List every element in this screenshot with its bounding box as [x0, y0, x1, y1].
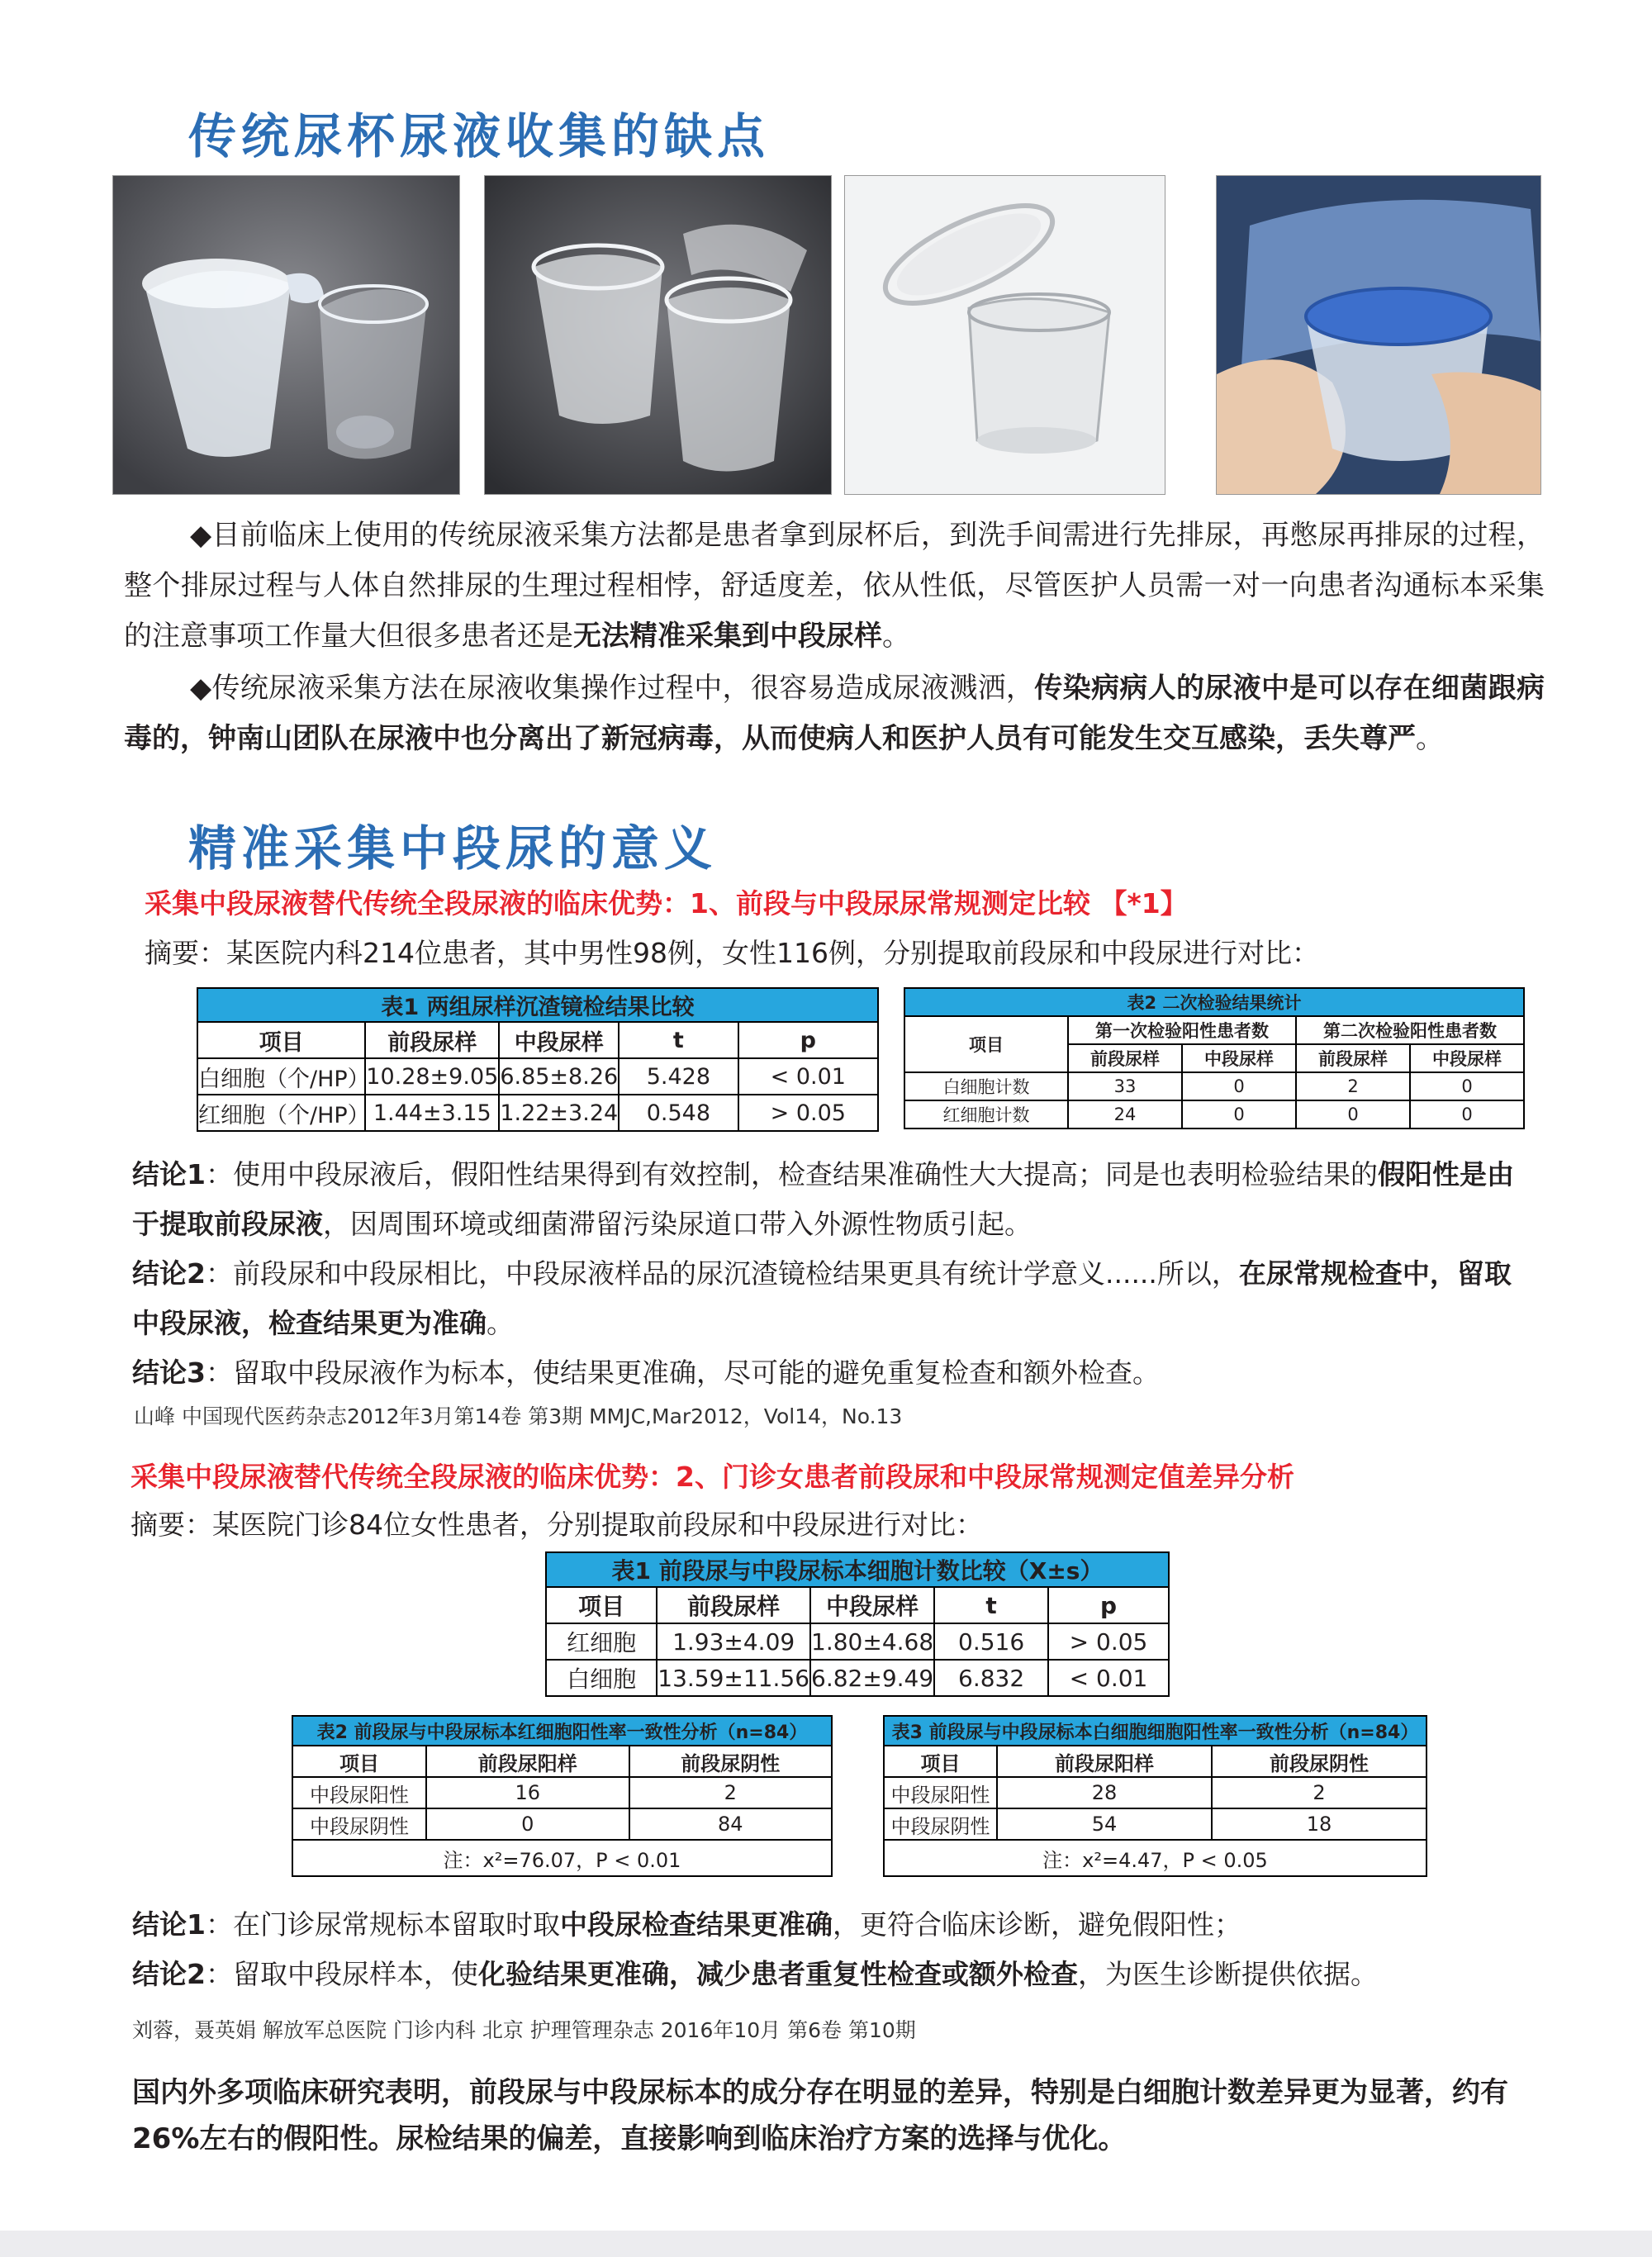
para2-text-b: 。: [1416, 722, 1444, 755]
table-cell: 白细胞: [546, 1660, 657, 1696]
study1-table1-caption: 表1 两组尿样沉渣镜检结果比较: [197, 988, 878, 1022]
table-note: 注：x²=4.47，P < 0.05: [884, 1840, 1427, 1876]
table-cell: 白细胞计数: [904, 1072, 1068, 1100]
page-bottom-band: [0, 2231, 1652, 2257]
table-cell: 红细胞: [546, 1623, 657, 1660]
table-header-cell: 项目: [884, 1746, 997, 1777]
study1-abstract: 摘要：某医院内科214位患者，其中男性98例，女性116例，分别提取前段尿和中段尿进行对比：: [145, 937, 1319, 969]
para2-text-a: ◆传统尿液采集方法在尿液收集操作过程中，很容易造成尿液溅洒，: [190, 672, 1035, 705]
table-cell: 2: [629, 1777, 833, 1808]
table-cell: 2: [1212, 1777, 1427, 1808]
study1-conclusions: [132, 1150, 1536, 1398]
table-cell: 红细胞计数: [904, 1100, 1068, 1128]
blue-screwcap-cup-illustration: [1217, 176, 1540, 494]
table-cell: 10.28±9.05: [365, 1058, 499, 1095]
table-header-cell: 前段尿阳样: [997, 1746, 1212, 1777]
table-row: [292, 1777, 832, 1808]
table-cell: 中段尿阴性: [884, 1808, 997, 1840]
table-row: [197, 1095, 878, 1131]
table-cell: 6.85±8.26: [499, 1058, 619, 1095]
study2-conclusion-1: 结论1：在门诊尿常规标本留取时取中段尿检查结果更准确，更符合临床诊断，避免假阳性；: [132, 1908, 1241, 1941]
table-cell: 24: [1068, 1100, 1182, 1128]
table-cell: 13.59±11.56: [657, 1660, 810, 1696]
table-cell: 0: [1182, 1072, 1296, 1100]
study2-table2: [292, 1715, 833, 1877]
table-row: [546, 1660, 1169, 1696]
study2-table2-caption: 表2 前段尿与中段尿标本红细胞阳性率一致性分析（n=84）: [292, 1716, 832, 1746]
study2-table3: [883, 1715, 1427, 1877]
study1-heading: 采集中段尿液替代传统全段尿液的临床优势：1、前段与中段尿尿常规测定比较 【*1】: [145, 887, 1188, 919]
study1-citation: 山峰 中国现代医药杂志2012年3月第14卷 第3期 MMJC,Mar2012，Vol14，No.13: [134, 1404, 903, 1428]
study2-conclusion-2: 结论2：留取中段尿样本，使化验结果更准确，减少患者重复性检查或额外检查，为医生诊断提供依据。: [132, 1958, 1378, 1990]
table-cell: 中段尿阳性: [884, 1777, 997, 1808]
study2-heading: 采集中段尿液替代传统全段尿液的临床优势：2、门诊女患者前段尿和中段尿常规测定值差异分析: [131, 1461, 1294, 1493]
table-cell: 6.82±9.49: [810, 1660, 934, 1696]
table-row: [197, 1058, 878, 1095]
table-header-cell: 前段尿样: [365, 1022, 499, 1058]
table-header-cell: 第一次检验阳性患者数: [1068, 1016, 1296, 1044]
section1-paragraph-1: [124, 511, 1545, 662]
table-cell: 0: [1410, 1100, 1524, 1128]
section1-paragraph-2: [124, 663, 1545, 764]
cup-spout-illustration: [113, 176, 459, 494]
table-row: [884, 1777, 1427, 1808]
table-cell: 白细胞（个/HP）: [197, 1058, 365, 1095]
study2-conclusions: [132, 1900, 1536, 1999]
study2-table3-caption: 表3 前段尿与中段尿标本白细胞细胞阳性率一致性分析（n=84）: [884, 1716, 1427, 1746]
table-row: [546, 1623, 1169, 1660]
flip-lid-cup-illustration: [845, 176, 1165, 494]
table-header-cell: p: [1048, 1587, 1169, 1623]
table-cell: < 0.01: [1048, 1660, 1169, 1696]
table-header-cell: 前段尿样: [1296, 1044, 1410, 1072]
table-cell: 1.44±3.15: [365, 1095, 499, 1131]
table-header-cell: 项目: [292, 1746, 426, 1777]
table-header-cell: 项目: [197, 1022, 365, 1058]
table-cell: 0.548: [619, 1095, 738, 1131]
table-header-cell: 前段尿阴性: [1212, 1746, 1427, 1777]
table-cell: 1.80±4.68: [810, 1623, 934, 1660]
table-cell: 1.93±4.09: [657, 1623, 810, 1660]
table-cell: < 0.01: [738, 1058, 878, 1095]
table-cell: 16: [426, 1777, 629, 1808]
para1-emphasis: 无法精准采集到中段尿样: [573, 620, 882, 653]
table-cell: 33: [1068, 1072, 1182, 1100]
study2-citation: 刘蓉，聂英娟 解放军总医院 门诊内科 北京 护理管理杂志 2016年10月 第6卷 第10期: [132, 2018, 916, 2042]
table-cell: 6.832: [934, 1660, 1048, 1696]
table-header-cell: t: [619, 1022, 738, 1058]
study1-table1: [197, 987, 879, 1132]
table-cell: 中段尿阴性: [292, 1808, 426, 1840]
study2-table1-caption: 表1 前段尿与中段尿标本细胞计数比较（X±s）: [546, 1552, 1169, 1587]
table-cell: > 0.05: [1048, 1623, 1169, 1660]
para1-text-a: ◆目前临床上使用的传统尿液采集方法都是患者拿到尿杯后，到洗手间需进行先排尿，再憋尿再排尿的过程，整个排尿过程与人体自然排尿的生理过程相悖，舒适度差，依从性低，尽管医护人员需一对一向患者沟通标本采集的注意事项工作量大但很多患者还是: [124, 519, 1545, 653]
para2-emphasis: 传染病病人的尿液中是可以存在细菌跟病毒的，钟南山团队在尿液中也分离出了新冠病毒，从而使病人和医护人员有可能发生交互感染，丢失尊严: [124, 672, 1545, 755]
table-header-cell: 前段尿样: [657, 1587, 810, 1623]
photo-blue-screwcap-cup: [1216, 175, 1541, 495]
table-row: [904, 1100, 1524, 1128]
table-cell: 54: [997, 1808, 1212, 1840]
table-cell: 84: [629, 1808, 833, 1840]
table-cell: 18: [1212, 1808, 1427, 1840]
section2-title: 精准采集中段尿的意义: [188, 820, 718, 877]
photo-disposable-cups: [484, 175, 832, 495]
table-cell: 中段尿阳性: [292, 1777, 426, 1808]
table-cell: 5.428: [619, 1058, 738, 1095]
table-header-cell: 中段尿样: [499, 1022, 619, 1058]
photo-urine-cup-spout: [112, 175, 460, 495]
table-header-cell: 前段尿样: [1068, 1044, 1182, 1072]
table-cell: 28: [997, 1777, 1212, 1808]
table-note: 注：x²=76.07，P < 0.01: [292, 1840, 832, 1876]
para1-text-b: 。: [882, 620, 910, 653]
section1-title: 传统尿杯尿液收集的缺点: [188, 108, 771, 164]
table-cell: 0: [1296, 1100, 1410, 1128]
table-cell: 0: [1410, 1072, 1524, 1100]
table-header-cell: 中段尿样: [1182, 1044, 1296, 1072]
study1-conclusion-1: 结论1：使用中段尿液后，假阳性结果得到有效控制，检查结果准确性大大提高；同是也表明检验结果的假阳性是由于提取前段尿液，因周围环境或细菌滞留污染尿道口带入外源性物质引起。: [132, 1158, 1514, 1240]
study2-table1: [545, 1551, 1170, 1697]
table-cell: 红细胞（个/HP）: [197, 1095, 365, 1131]
summary-statement: 国内外多项临床研究表明，前段尿与中段尿标本的成分存在明显的差异，特别是白细胞计数差异更为显著，约有26%左右的假阳性。尿检结果的偏差，直接影响到临床治疗方案的选择与优化。: [132, 2076, 1508, 2155]
table-header-cell: 项目: [546, 1587, 657, 1623]
table-header-cell: p: [738, 1022, 878, 1058]
study2-abstract: 摘要：某医院门诊84位女性患者，分别提取前段尿和中段尿进行对比：: [131, 1509, 983, 1541]
table-cell: 1.22±3.24: [499, 1095, 619, 1131]
table-cell: > 0.05: [738, 1095, 878, 1131]
table-header-cell: 前段尿阴性: [629, 1746, 833, 1777]
table-header-cell: 第二次检验阳性患者数: [1296, 1016, 1524, 1044]
table-row: [884, 1808, 1427, 1840]
study1-table2-caption: 表2 二次检验结果统计: [904, 988, 1524, 1016]
table-row: [904, 1072, 1524, 1100]
table-header-cell: 项目: [904, 1016, 1068, 1072]
table-cell: 0: [426, 1808, 629, 1840]
table-header-cell: 中段尿样: [1410, 1044, 1524, 1072]
study1-conclusion-3: 结论3：留取中段尿液作为标本，使结果更准确，尽可能的避免重复检查和额外检查。: [132, 1357, 1160, 1389]
table-row: [292, 1808, 832, 1840]
disposable-cups-illustration: [485, 176, 831, 494]
table-header-cell: t: [934, 1587, 1048, 1623]
photo-flip-lid-cup: [844, 175, 1165, 495]
table-cell: 2: [1296, 1072, 1410, 1100]
study1-table2: [904, 987, 1525, 1129]
table-header-cell: 前段尿阳样: [426, 1746, 629, 1777]
table-cell: 0: [1182, 1100, 1296, 1128]
study1-conclusion-2: 结论2：前段尿和中段尿相比，中段尿液样品的尿沉渣镜检结果更具有统计学意义......所以，在尿常规检查中，留取中段尿液，检查结果更为准确。: [132, 1257, 1512, 1339]
table-header-cell: 中段尿样: [810, 1587, 934, 1623]
table-cell: 0.516: [934, 1623, 1048, 1660]
